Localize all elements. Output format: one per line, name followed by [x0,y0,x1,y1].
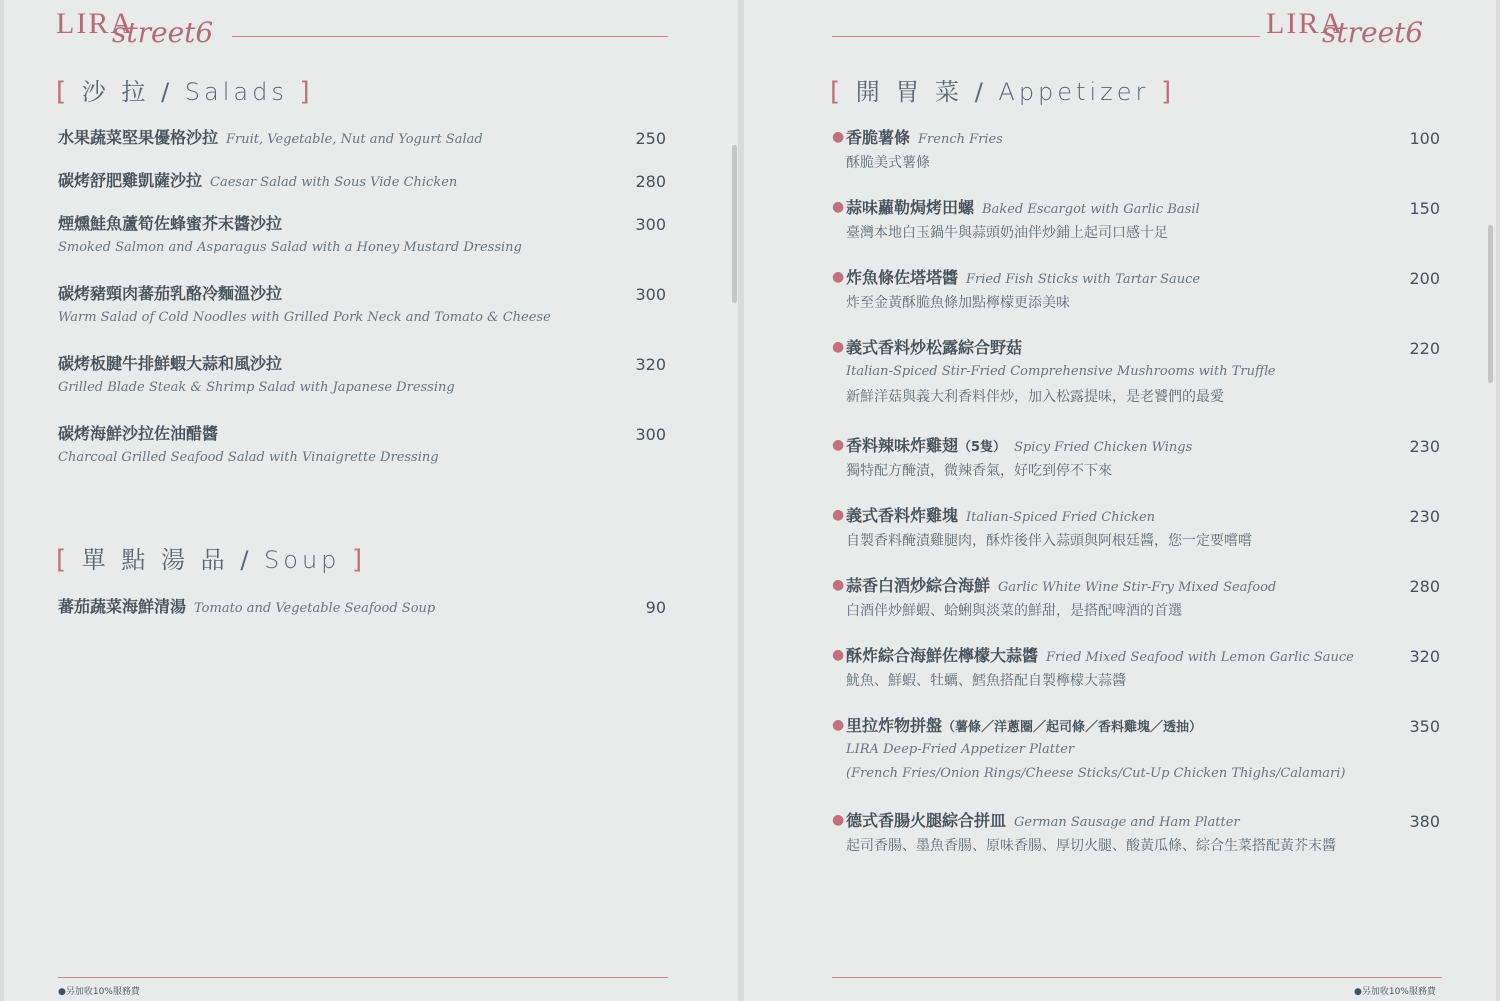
item-price: 280 [635,172,666,191]
item-description: 臺灣本地白玉鍋牛與蒜頭奶油伴炒鋪上起司口感十足 [846,225,1168,241]
item-name-zh: 酥炸綜合海鮮佐檸檬大蒜醬 [846,646,1039,665]
item-description: 獨特配方醃漬，微辣香氣，好吃到停不下來 [846,463,1112,479]
item-name-en: French Fries [918,132,1003,147]
item-name-en: German Sausage and Ham Platter [1014,815,1240,830]
item-name-zh: 義式香料炸雞塊 [846,506,959,525]
item-name-en: Grilled Blade Steak & Shrimp Salad with Japanese Dressing [58,380,455,395]
menu-item[interactable] [832,574,1277,624]
item-price: 320 [635,355,666,374]
bracket-open: [ [56,77,71,107]
bullet-icon: ● [832,437,845,453]
menu-page-left [4,0,738,1001]
menu-item[interactable] [58,169,457,193]
item-name-zh: 碳烤板腱牛排鮮蝦大蒜和風沙拉 [58,354,283,373]
item-name-en: Fruit, Vegetable, Nut and Yogurt Salad [226,132,483,147]
item-name-en: LIRA Deep-Fried Appetizer Platter [846,742,1075,757]
item-name-en: Garlic White Wine Stir-Fry Mixed Seafood [998,580,1277,595]
item-quantity-note: （5隻） [958,440,1007,455]
menu-item[interactable] [58,212,522,260]
logo-lira: LIRA [1266,7,1344,40]
service-charge-note: ●另加收10%服務費 [58,987,140,997]
bullet-icon: ● [832,507,845,523]
item-name-zh: 碳烤海鮮沙拉佐油醋醬 [58,424,219,443]
bullet-icon: ● [832,647,845,663]
bullet-icon: ● [832,199,845,215]
item-price: 250 [635,129,666,148]
item-price: 280 [1409,577,1440,596]
item-name-en-detail: (French Fries/Onion Rings/Cheese Sticks/Cut-Up Chicken Thighs/Calamari) [846,766,1346,781]
item-price: 300 [635,285,666,304]
item-name-zh: 碳烤舒肥雞凱薩沙拉 [58,171,203,190]
item-name-en: Italian-Spiced Fried Chicken [966,510,1156,525]
section-title-appetizer [830,72,1175,107]
section-title-zh: 沙 拉 [81,78,150,106]
menu-item[interactable] [832,196,1200,246]
item-description: 自製香料醃漬雞腿肉，酥炸後伴入蒜頭與阿根廷醬，您一定要嚐嚐 [846,533,1252,549]
service-charge-note: ●另加收10%服務費 [1354,987,1436,997]
menu-item[interactable] [58,352,455,400]
menu-item[interactable] [832,266,1201,316]
menu-item[interactable] [58,422,439,470]
logo [1266,2,1466,62]
item-description: 炸至金黃酥脆魚條加點檸檬更添美味 [846,295,1070,311]
item-price: 200 [1409,269,1440,288]
left-page-scrollbar[interactable] [732,145,737,303]
item-name-zh: 水果蔬菜堅果優格沙拉 [58,128,219,147]
header-rule [832,36,1260,37]
section-title-sep: / [963,78,999,106]
section-title-en: Appetizer [998,78,1150,106]
item-name-en: Spicy Fried Chicken Wings [1014,440,1193,455]
bracket-close: ] [352,545,367,575]
item-description: 白酒伴炒鮮蝦、蛤蜊與淡菜的鮮甜，是搭配啤酒的首選 [846,603,1182,619]
menu-item[interactable] [832,809,1336,859]
item-description: 魷魚、鮮蝦、牡蠣、鱈魚搭配自製檸檬大蒜醬 [846,673,1126,689]
item-description: 起司香腸、墨魚香腸、原味香腸、厚切火腿、酸黃瓜條、綜合生菜搭配黃芥末醬 [846,838,1336,854]
item-name-zh: 香料辣味炸雞翅 [846,436,959,455]
item-price: 100 [1409,129,1440,148]
menu-item[interactable] [832,336,1276,410]
item-price: 300 [635,215,666,234]
item-name-en: Fried Mixed Seafood with Lemon Garlic Sauce [1046,650,1354,665]
menu-item[interactable] [58,126,483,150]
menu-item[interactable] [832,714,1346,786]
item-price: 320 [1409,647,1440,666]
logo-street: street6 [112,16,214,49]
section-title-salads [56,72,314,107]
item-name-zh: 煙燻鮭魚蘆筍佐蜂蜜芥末醬沙拉 [58,214,283,233]
item-price: 230 [1409,437,1440,456]
bullet-icon: ● [832,812,845,828]
logo-lira: LIRA [56,7,134,40]
item-price: 230 [1409,507,1440,526]
header-rule [232,36,668,37]
item-price: 300 [635,425,666,444]
bullet-icon: ● [832,269,845,285]
logo [56,2,256,62]
item-price: 350 [1409,717,1440,736]
item-name-en: Tomato and Vegetable Seafood Soup [194,601,436,616]
bracket-open: [ [830,77,845,107]
bracket-close: ] [299,77,314,107]
item-name-en: Caesar Salad with Sous Vide Chicken [210,175,458,190]
item-name-zh: 蒜香白酒炒綜合海鮮 [846,576,991,595]
section-title-sep: / [149,78,185,106]
footer-rule [832,977,1442,978]
section-title-sep: / [228,546,265,574]
item-price: 150 [1409,199,1440,218]
menu-item[interactable] [58,595,435,619]
menu-item[interactable] [832,434,1193,484]
menu-item[interactable] [832,126,1003,176]
menu-item[interactable] [58,282,551,330]
item-name-zh: 義式香料炒松露綜合野菇 [846,338,1023,357]
bullet-icon: ● [832,577,845,593]
item-name-zh: 里拉炸物拼盤 [846,716,943,735]
bracket-close: ] [1161,77,1176,107]
item-name-en: Italian-Spiced Stir-Fried Comprehensive Mushrooms with Truffle [846,364,1276,379]
bullet-icon: ● [832,717,845,733]
item-name-zh: 蕃茄蔬菜海鮮清湯 [58,597,187,616]
menu-item[interactable] [832,644,1354,694]
section-title-zh: 單 點 湯 品 [81,546,229,574]
menu-item[interactable] [832,504,1252,554]
item-name-zh: 香脆薯條 [846,128,911,147]
section-title-en: Soup [264,546,341,574]
item-description: 酥脆美式薯條 [846,155,930,171]
bullet-icon: ● [832,129,845,145]
section-title-en: Salads [184,78,288,106]
logo-street: street6 [1322,16,1424,49]
item-name-en: Warm Salad of Cold Noodles with Grilled Pork Neck and Tomato & Cheese [58,310,551,325]
item-name-en: Smoked Salmon and Asparagus Salad with a Honey Mustard Dressing [58,240,522,255]
section-title-soup [56,540,366,575]
item-price: 220 [1409,339,1440,358]
item-price: 90 [645,598,666,617]
section-title-zh: 開 胃 菜 [855,78,964,106]
item-name-zh: 蒜味蘿勒焗烤田螺 [846,198,975,217]
item-name-zh: 炸魚條佐塔塔醬 [846,268,959,287]
item-price: 380 [1409,812,1440,831]
bullet-icon: ● [832,339,845,355]
right-page-scrollbar[interactable] [1488,225,1493,383]
item-name-en: Baked Escargot with Garlic Basil [982,202,1200,217]
bracket-open: [ [56,545,71,575]
item-name-zh: 碳烤豬頸肉蕃茄乳酪冷麵溫沙拉 [58,284,283,303]
item-name-zh: 德式香腸火腿綜合拼皿 [846,811,1007,830]
item-name-en: Charcoal Grilled Seafood Salad with Vinaigrette Dressing [58,450,439,465]
footer-rule [58,977,668,978]
item-description: 新鮮洋菇與義大利香料伴炒，加入松露提味，是老饕們的最愛 [846,389,1224,405]
item-contents-note: （薯條／洋蔥圈／起司條／香料雞塊／透抽） [942,720,1203,735]
item-name-en: Fried Fish Sticks with Tartar Sauce [966,272,1201,287]
